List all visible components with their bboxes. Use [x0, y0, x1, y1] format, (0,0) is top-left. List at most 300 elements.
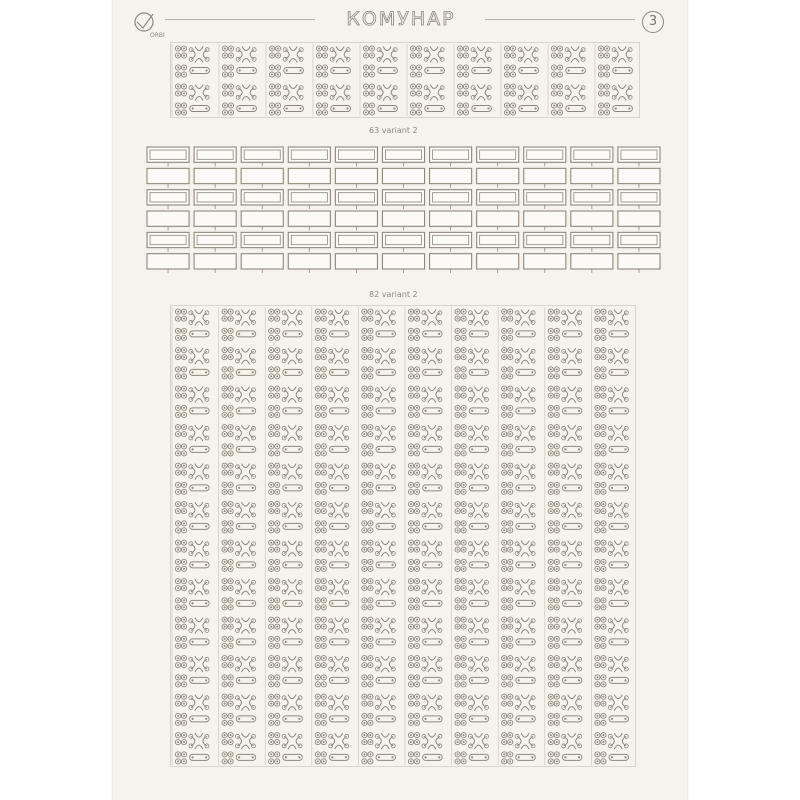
ring-hole	[224, 753, 226, 755]
ring-hole	[596, 433, 598, 435]
bracket-part	[377, 618, 393, 634]
ring-hole	[416, 375, 418, 377]
ring-hole	[596, 580, 598, 582]
frame-part	[524, 211, 566, 226]
ring-hole	[550, 657, 552, 659]
link-hole	[252, 564, 254, 566]
ring-hole	[276, 484, 278, 486]
ring-hole	[277, 67, 279, 69]
ring-hole	[183, 529, 185, 531]
link-hole	[252, 525, 254, 527]
ring-hole	[323, 619, 325, 621]
ring-hole	[550, 484, 552, 486]
ring-hole	[509, 696, 511, 698]
ring-hole	[463, 741, 465, 743]
ring-hole	[323, 696, 325, 698]
bracket-part	[424, 310, 440, 326]
ring-hole	[556, 407, 558, 409]
link-hole	[521, 107, 523, 109]
ring-hole	[365, 55, 367, 57]
ring-hole	[363, 568, 365, 570]
link-hole	[191, 564, 193, 566]
ring-hole	[317, 368, 319, 370]
link-hole	[205, 448, 207, 450]
bracket-part	[424, 502, 440, 518]
link-hole	[624, 641, 626, 643]
ring-hole	[318, 74, 320, 76]
ring-hole	[602, 407, 604, 409]
link-hole	[205, 718, 207, 720]
ring-hole	[503, 657, 505, 659]
ring-hole	[463, 484, 465, 486]
ring-hole	[323, 452, 325, 454]
bracket-eye	[471, 95, 475, 99]
bracket-part	[470, 502, 486, 518]
link-hole	[345, 487, 347, 489]
link-hole	[531, 333, 533, 335]
ring-hole	[371, 112, 373, 114]
ring-hole	[317, 311, 319, 313]
ring-hole	[602, 580, 604, 582]
bracket-part	[377, 502, 393, 518]
ring-hole	[224, 587, 226, 589]
ring-hole	[556, 375, 558, 377]
ring-hole	[183, 599, 185, 601]
bracket-eye	[345, 474, 349, 478]
ring-hole	[509, 568, 511, 570]
ring-hole	[503, 330, 505, 332]
ring-hole	[410, 445, 412, 447]
ring-hole	[324, 67, 326, 69]
ring-hole	[323, 664, 325, 666]
ring-hole	[503, 414, 505, 416]
ring-hole	[596, 703, 598, 705]
ring-hole	[410, 311, 412, 313]
ring-hole	[183, 657, 185, 659]
bracket-part	[284, 733, 300, 749]
ring-hole	[177, 472, 179, 474]
ring-hole	[418, 93, 420, 95]
ring-hole	[503, 356, 505, 358]
bracket-part	[331, 656, 347, 672]
ring-hole	[416, 318, 418, 320]
ring-hole	[509, 619, 511, 621]
ring-hole	[183, 676, 185, 678]
ring-hole	[224, 568, 226, 570]
ring-hole	[410, 561, 412, 563]
ring-hole	[410, 529, 412, 531]
bracket-part	[237, 733, 253, 749]
ring-hole	[183, 549, 185, 551]
ring-hole	[457, 734, 459, 736]
ring-hole	[317, 452, 319, 454]
link-hole	[298, 602, 300, 604]
ring-hole	[550, 715, 552, 717]
link-hole	[628, 69, 630, 71]
link-hole	[624, 410, 626, 412]
bracket-eye	[205, 95, 209, 99]
bracket-eye	[345, 311, 349, 315]
bracket-eye	[252, 86, 256, 90]
ring-hole	[463, 529, 465, 531]
link-hole	[333, 69, 335, 71]
ring-hole	[457, 587, 459, 589]
bracket-part	[191, 579, 207, 595]
link-hole	[298, 371, 300, 373]
bracket-eye	[299, 95, 303, 99]
ring-hole	[183, 86, 185, 88]
bracket-part	[331, 541, 347, 557]
ring-hole	[369, 542, 371, 544]
ring-hole	[270, 426, 272, 428]
bracket-part	[424, 541, 440, 557]
ring-hole	[177, 414, 179, 416]
ring-hole	[410, 587, 412, 589]
frame-part	[571, 232, 613, 247]
ring-hole	[177, 683, 179, 685]
ring-hole	[550, 311, 552, 313]
frame-part	[430, 232, 472, 247]
ring-hole	[416, 561, 418, 563]
bracket-part	[614, 85, 630, 101]
bracket-part	[284, 579, 300, 595]
bracket-eye	[345, 542, 349, 546]
bracket-part	[564, 387, 580, 403]
ring-hole	[556, 311, 558, 313]
ring-hole	[230, 606, 232, 608]
link-hole	[624, 679, 626, 681]
bracket-eye	[299, 57, 303, 61]
ring-hole	[503, 426, 505, 428]
ring-hole	[596, 568, 598, 570]
ring-hole	[177, 599, 179, 601]
link-hole	[518, 333, 520, 335]
ring-hole	[512, 93, 514, 95]
bracket-eye	[440, 95, 444, 99]
ring-hole	[183, 683, 185, 685]
ring-hole	[602, 696, 604, 698]
ring-hole	[596, 657, 598, 659]
ring-hole	[369, 426, 371, 428]
ring-hole	[509, 715, 511, 717]
ring-hole	[465, 105, 467, 107]
ring-hole	[177, 696, 179, 698]
ring-hole	[224, 549, 226, 551]
ring-hole	[177, 703, 179, 705]
bracket-eye	[375, 320, 379, 324]
ring-hole	[270, 626, 272, 628]
bracket-part	[517, 733, 533, 749]
ring-hole	[270, 696, 272, 698]
ring-hole	[323, 626, 325, 628]
bracket-eye	[578, 349, 582, 353]
ring-hole	[177, 452, 179, 454]
ring-hole	[183, 452, 185, 454]
link-hole	[518, 564, 520, 566]
bracket-eye	[375, 359, 379, 363]
ring-hole	[369, 503, 371, 505]
link-hole	[624, 564, 626, 566]
ring-hole	[224, 426, 226, 428]
ring-hole	[506, 105, 508, 107]
ring-hole	[230, 465, 232, 467]
ring-hole	[276, 722, 278, 724]
ring-hole	[224, 561, 226, 563]
bracket-eye	[375, 657, 379, 661]
link-hole	[578, 756, 580, 758]
bracket-eye	[252, 95, 256, 99]
ring-hole	[509, 356, 511, 358]
ring-hole	[503, 580, 505, 582]
bracket-eye	[346, 48, 350, 52]
link-hole	[380, 107, 382, 109]
link-hole	[205, 371, 207, 373]
link-hole	[518, 756, 520, 758]
ring-hole	[230, 105, 232, 107]
ring-hole	[596, 760, 598, 762]
bracket-eye	[393, 57, 397, 61]
ring-hole	[602, 503, 604, 505]
bracket-eye	[578, 696, 582, 700]
ring-hole	[596, 484, 598, 486]
ring-hole	[556, 330, 558, 332]
ring-hole	[410, 337, 412, 339]
ring-hole	[416, 503, 418, 505]
bracket-part	[470, 387, 486, 403]
link-hole	[474, 69, 476, 71]
ring-hole	[503, 311, 505, 313]
ring-hole	[317, 388, 319, 390]
sheet-title: КОМУНАР	[346, 8, 456, 30]
link-hole	[578, 564, 580, 566]
ring-hole	[416, 638, 418, 640]
link-hole	[391, 410, 393, 412]
ring-hole	[323, 753, 325, 755]
ring-hole	[277, 86, 279, 88]
link-hole	[191, 448, 193, 450]
bracket-eye	[487, 86, 491, 90]
ring-hole	[596, 311, 598, 313]
ring-hole	[277, 55, 279, 57]
ring-hole	[230, 433, 232, 435]
ring-hole	[410, 753, 412, 755]
ring-hole	[365, 48, 367, 50]
bracket-eye	[189, 580, 193, 584]
ring-hole	[457, 375, 459, 377]
ring-hole	[271, 105, 273, 107]
ring-hole	[369, 676, 371, 678]
ring-hole	[369, 645, 371, 647]
link-hole	[346, 107, 348, 109]
ring-hole	[463, 657, 465, 659]
link-hole	[345, 448, 347, 450]
ring-hole	[323, 349, 325, 351]
ring-hole	[596, 395, 598, 397]
ring-hole	[317, 619, 319, 621]
frame-part	[382, 232, 424, 247]
link-hole	[471, 371, 473, 373]
ring-hole	[596, 734, 598, 736]
fret-82-top-block	[170, 42, 640, 118]
ring-hole	[503, 734, 505, 736]
ring-hole	[183, 445, 185, 447]
ring-hole	[509, 337, 511, 339]
ring-hole	[596, 414, 598, 416]
frame-part	[147, 254, 189, 269]
bracket-part	[331, 502, 347, 518]
bracket-eye	[251, 580, 255, 584]
link-hole	[518, 679, 520, 681]
ring-hole	[177, 93, 179, 95]
frame-part	[618, 254, 660, 269]
ring-hole	[410, 491, 412, 493]
ring-hole	[177, 407, 179, 409]
bracket-part	[610, 695, 626, 711]
ring-hole	[183, 330, 185, 332]
ring-hole	[463, 606, 465, 608]
link-hole	[191, 756, 193, 758]
ring-hole	[550, 599, 552, 601]
ring-hole	[318, 93, 320, 95]
bracket-eye	[531, 311, 535, 315]
link-hole	[518, 371, 520, 373]
ring-hole	[317, 561, 319, 563]
frame-part	[571, 211, 613, 226]
ring-hole	[550, 407, 552, 409]
ring-hole	[556, 426, 558, 428]
bracket-eye	[346, 86, 350, 90]
frame-part	[524, 190, 566, 205]
ring-hole	[276, 503, 278, 505]
ring-hole	[556, 580, 558, 582]
ring-hole	[230, 426, 232, 428]
link-hole	[471, 679, 473, 681]
ring-hole	[596, 452, 598, 454]
ring-hole	[270, 311, 272, 313]
ring-hole	[270, 683, 272, 685]
frame-part	[335, 254, 377, 269]
ring-hole	[503, 760, 505, 762]
ring-hole	[410, 356, 412, 358]
ring-hole	[602, 375, 604, 377]
fret-63-frame-grid	[145, 145, 663, 273]
ring-hole	[369, 626, 371, 628]
link-hole	[615, 107, 617, 109]
ring-hole	[509, 407, 511, 409]
ring-hole	[317, 657, 319, 659]
frame-part	[288, 211, 330, 226]
ring-hole	[270, 715, 272, 717]
ring-hole	[553, 48, 555, 50]
ring-hole	[503, 452, 505, 454]
ring-hole	[276, 645, 278, 647]
ring-hole	[550, 722, 552, 724]
ring-hole	[596, 318, 598, 320]
ring-hole	[230, 760, 232, 762]
ring-hole	[317, 696, 319, 698]
link-hole	[238, 641, 240, 643]
ring-hole	[506, 67, 508, 69]
bracket-eye	[565, 86, 569, 90]
ring-hole	[463, 683, 465, 685]
ring-hole	[457, 472, 459, 474]
ring-hole	[418, 74, 420, 76]
link-hole	[564, 641, 566, 643]
ring-hole	[550, 445, 552, 447]
ring-hole	[183, 491, 185, 493]
ring-hole	[183, 349, 185, 351]
frame-part	[382, 190, 424, 205]
ring-hole	[416, 542, 418, 544]
bracket-eye	[534, 95, 538, 99]
link-hole	[628, 107, 630, 109]
ring-hole	[457, 311, 459, 313]
link-hole	[345, 333, 347, 335]
ring-hole	[363, 388, 365, 390]
ring-hole	[230, 503, 232, 505]
ring-hole	[556, 606, 558, 608]
ring-hole	[369, 349, 371, 351]
ring-hole	[270, 638, 272, 640]
link-hole	[485, 410, 487, 412]
ring-hole	[550, 587, 552, 589]
ring-hole	[271, 112, 273, 114]
bracket-part	[610, 464, 626, 480]
ring-hole	[410, 318, 412, 320]
link-hole	[485, 487, 487, 489]
ring-hole	[270, 753, 272, 755]
ring-hole	[183, 542, 185, 544]
ring-hole	[270, 522, 272, 524]
bracket-part	[520, 47, 536, 63]
ring-hole	[363, 683, 365, 685]
ring-hole	[276, 368, 278, 370]
link-hole	[531, 718, 533, 720]
ring-hole	[596, 349, 598, 351]
ring-hole	[457, 503, 459, 505]
ring-hole	[416, 715, 418, 717]
ring-hole	[550, 330, 552, 332]
link-hole	[424, 333, 426, 335]
link-hole	[471, 756, 473, 758]
ring-hole	[556, 465, 558, 467]
ring-hole	[317, 734, 319, 736]
link-hole	[331, 448, 333, 450]
link-hole	[238, 487, 240, 489]
frame-part	[241, 232, 283, 247]
ring-hole	[177, 529, 179, 531]
ring-hole	[323, 465, 325, 467]
ring-hole	[556, 734, 558, 736]
ring-hole	[369, 549, 371, 551]
ring-hole	[224, 645, 226, 647]
bracket-part	[517, 618, 533, 634]
ring-hole	[602, 722, 604, 724]
ring-hole	[465, 93, 467, 95]
link-hole	[238, 679, 240, 681]
ring-hole	[324, 86, 326, 88]
ring-hole	[596, 542, 598, 544]
ring-hole	[371, 86, 373, 88]
ring-hole	[556, 503, 558, 505]
ring-hole	[276, 580, 278, 582]
ring-hole	[410, 542, 412, 544]
ring-hole	[463, 491, 465, 493]
link-hole	[471, 448, 473, 450]
ring-hole	[224, 337, 226, 339]
ring-hole	[230, 318, 232, 320]
ring-hole	[270, 452, 272, 454]
